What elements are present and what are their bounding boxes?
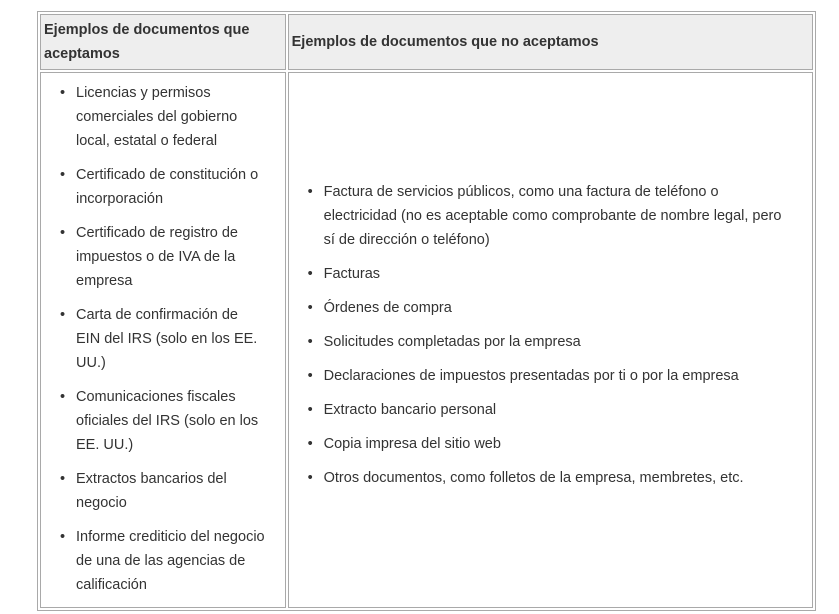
- list-item: • Certificado de constitución o incorporación: [76, 163, 265, 211]
- list-item: • Informe crediticio del negocio de una de las agencias de calificación: [76, 525, 265, 597]
- not-accepted-documents-list: [289, 180, 812, 490]
- not-accepted-documents-cell: [288, 72, 813, 608]
- accepted-documents-cell: [40, 72, 286, 608]
- not-accepted-documents-header: Ejemplos de documentos que no aceptamos: [288, 14, 813, 70]
- table-header-row: [40, 14, 813, 70]
- accepted-documents-list: [41, 73, 285, 597]
- list-item: • Solicitudes completadas por la empresa: [324, 330, 792, 354]
- list-item: • Otros documentos, como folletos de la empresa, membretes, etc.: [324, 466, 792, 490]
- list-item: • Certificado de registro de impuestos o de IVA de la empresa: [76, 221, 265, 293]
- list-item: • Carta de confirmación de EIN del IRS (solo en los EE. UU.): [76, 303, 265, 375]
- list-item: • Facturas: [324, 262, 792, 286]
- accepted-documents-header: Ejemplos de documentos que aceptamos: [40, 14, 286, 70]
- list-item: • Órdenes de compra: [324, 296, 792, 320]
- list-item: • Licencias y permisos comerciales del gobierno local, estatal o federal: [76, 81, 265, 153]
- list-item: • Extracto bancario personal: [324, 398, 792, 422]
- list-item: • Comunicaciones fiscales oficiales del IRS (solo en los EE. UU.): [76, 385, 265, 457]
- list-item: • Factura de servicios públicos, como una factura de teléfono o electricidad (no es aceptable como comprobante de nombre legal, pero sí de dirección o teléfono): [324, 180, 792, 252]
- table-row: [40, 72, 813, 608]
- list-item: • Declaraciones de impuestos presentadas por ti o por la empresa: [324, 364, 792, 388]
- list-item: • Copia impresa del sitio web: [324, 432, 792, 456]
- list-item: • Extractos bancarios del negocio: [76, 467, 265, 515]
- documents-table: [37, 11, 816, 611]
